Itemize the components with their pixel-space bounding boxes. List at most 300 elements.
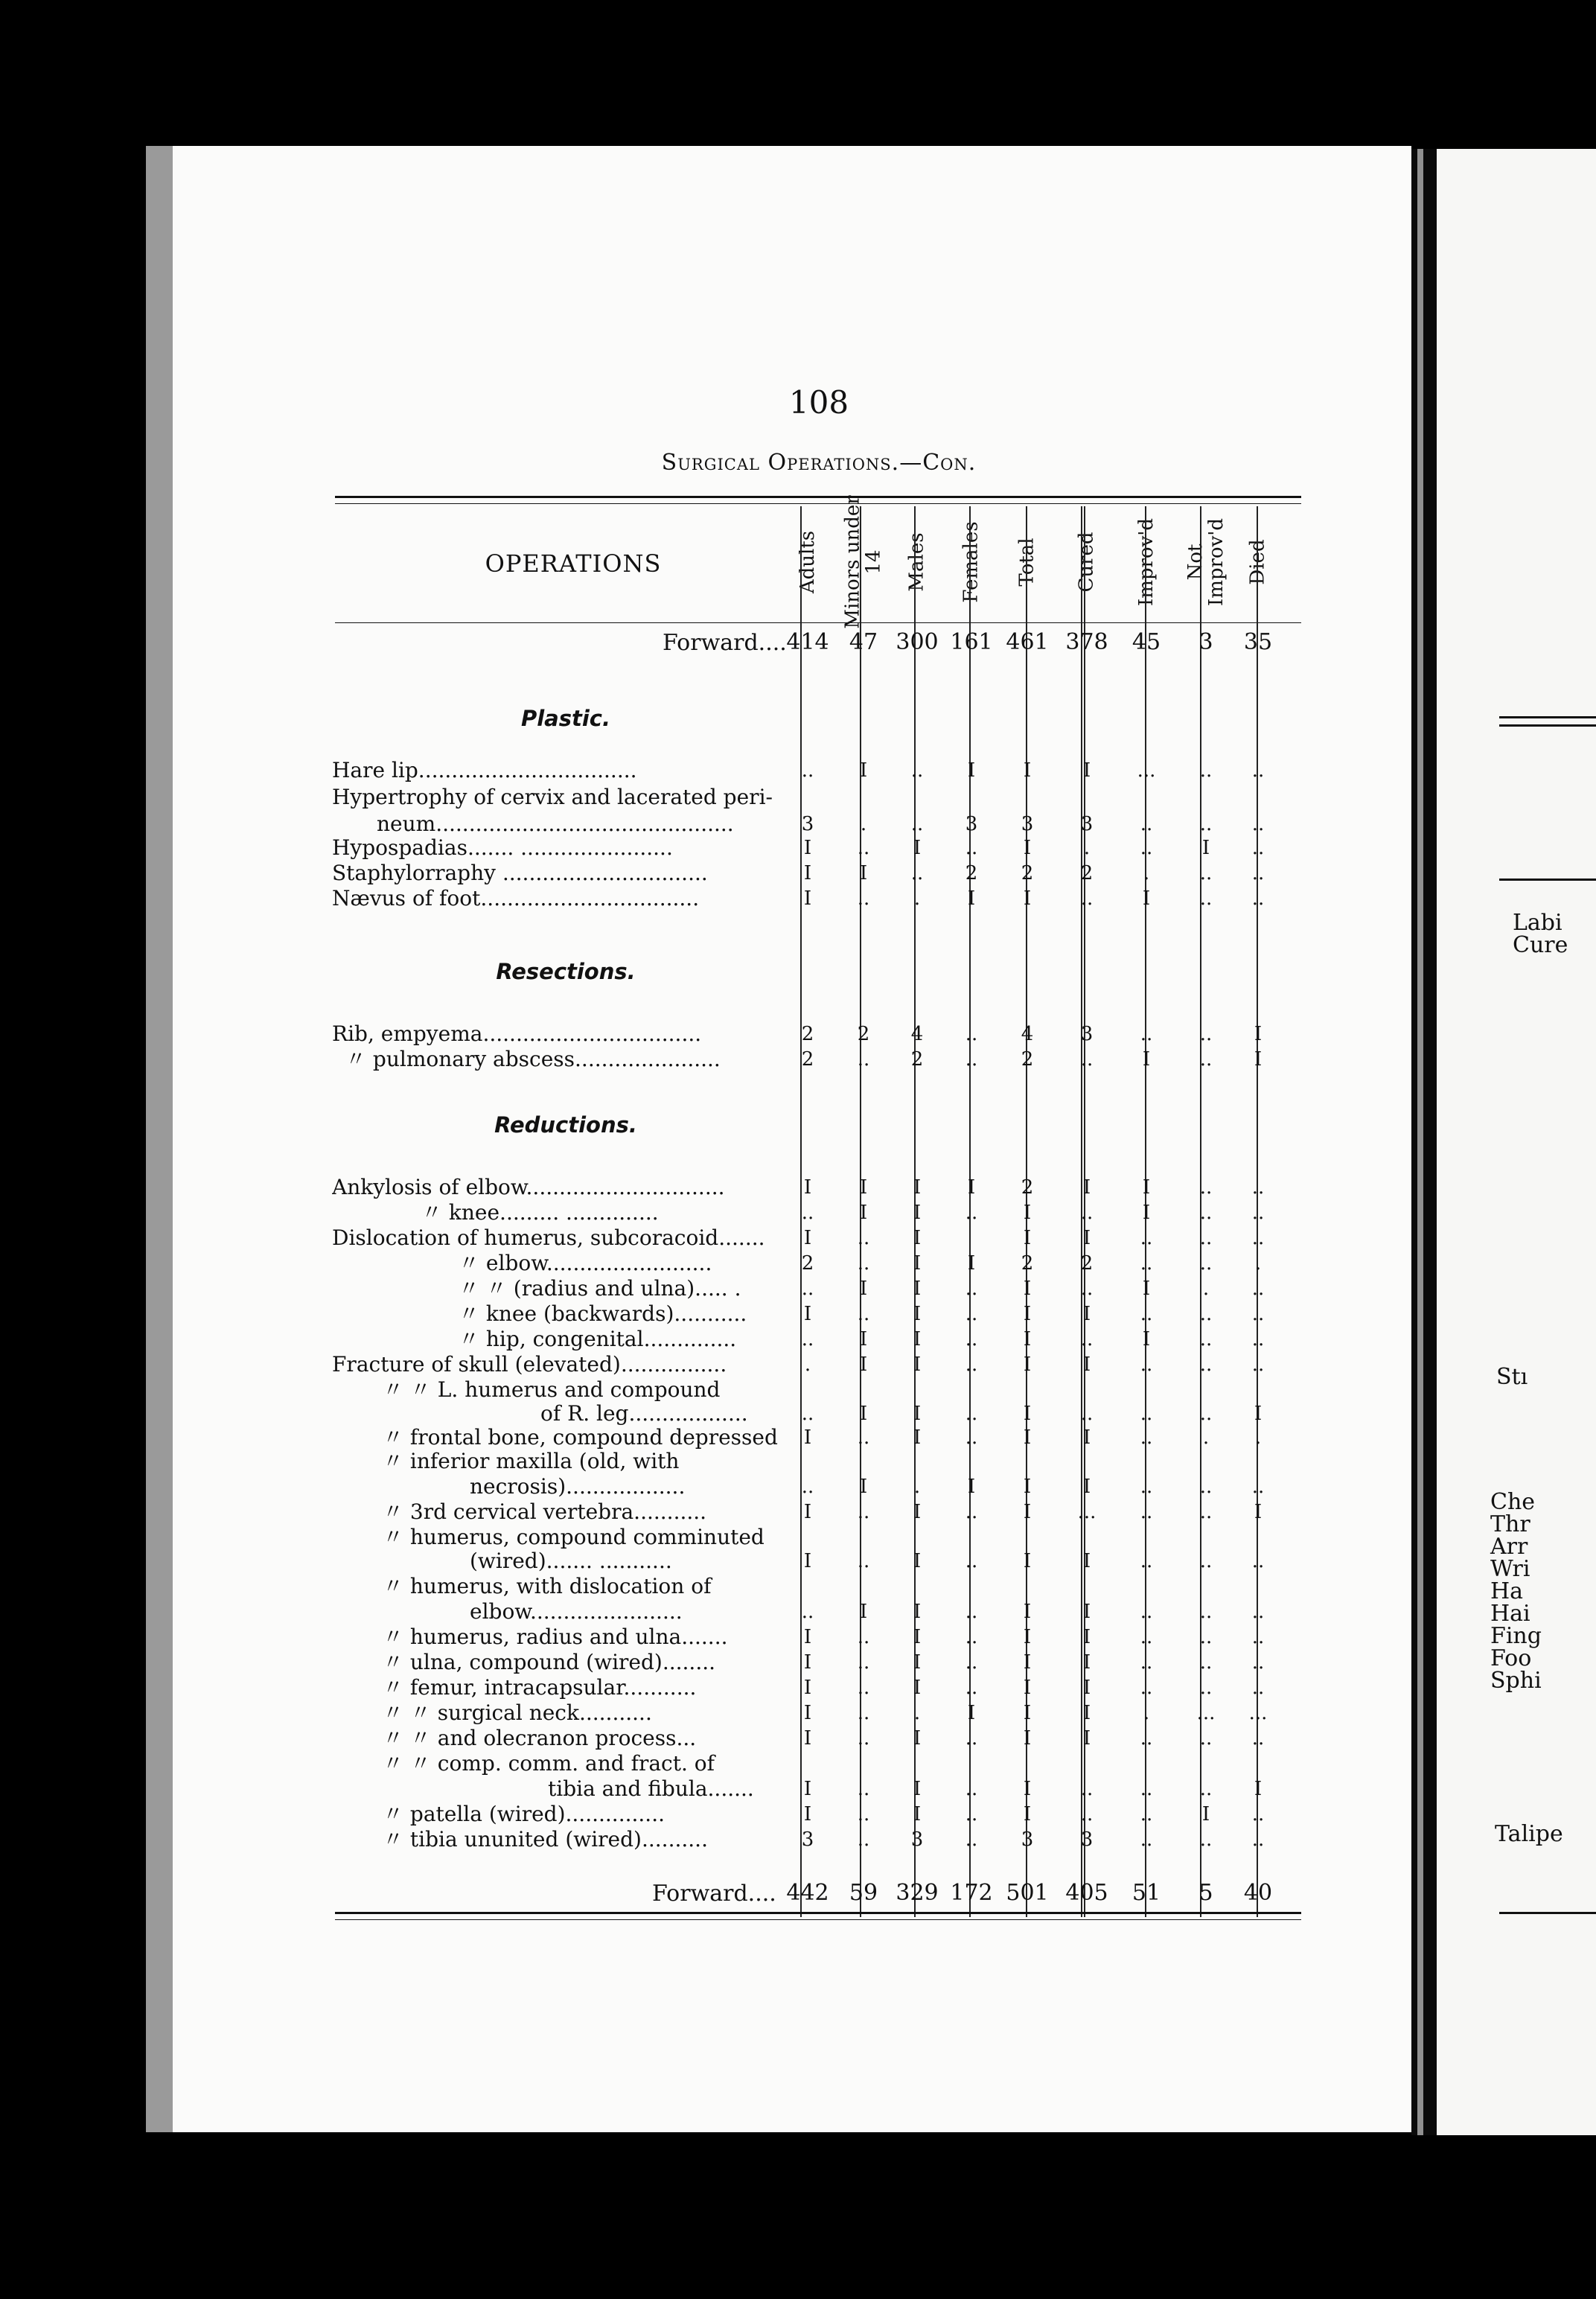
table-cell: I [1254,1048,1263,1071]
forward-value: 329 [896,1880,939,1906]
column-header-label: Adults [797,530,819,594]
operation-label: 〃 〃 surgical neck........... [383,1700,652,1725]
adjacent-page-fragment: Foo [1490,1645,1532,1671]
operation-label: necrosis).................. [470,1474,686,1499]
table-cell: .. [801,1403,814,1425]
operation-label: 〃 ulna, compound (wired)........ [383,1650,716,1674]
section-reductions: Reductions. [494,1112,637,1138]
table-row [332,1449,1307,1474]
table-row [332,811,1307,837]
table-cell: .. [965,1426,978,1449]
table-cell: .. [1140,1803,1153,1826]
table-cell: . [1143,1702,1150,1724]
table-cell: I [1023,1651,1032,1674]
operation-label: 〃 tibia ununited (wired).......... [383,1827,708,1852]
table-cell: .. [1140,1828,1153,1851]
table-cell: .. [857,1048,870,1071]
adjacent-page-fragment: Wri [1490,1556,1530,1582]
column-header [945,506,998,618]
table-cell: .. [1199,1778,1213,1800]
operation-label: 〃 patella (wired)............... [383,1802,665,1826]
forward-value: 3 [1198,629,1213,655]
table-cell: .. [965,1626,978,1648]
table-cell: I [1023,1677,1032,1699]
table-row [332,1352,1307,1377]
table-cell: I [1023,1303,1032,1325]
column-header-label: Minors under 14 [842,495,886,629]
operations-header: OPERATIONS [485,549,662,578]
table-cell: .. [1140,1403,1153,1425]
forward-value: 161 [950,629,993,655]
table-cell: I [803,1227,812,1249]
forward-value: 35 [1243,629,1273,655]
table-cell: 2 [857,1023,870,1045]
table-cell: I [913,1626,922,1648]
table-cell: .. [910,759,924,782]
table-row [332,1301,1307,1327]
table-cell: 2 [965,862,978,884]
operation-label: Rib, empyema................................. [332,1021,702,1046]
table-cell: I [1082,1677,1091,1699]
table-cell: I [913,1176,922,1199]
adjacent-page-fragment: Cure [1513,932,1568,958]
table-cell: 2 [910,1048,924,1071]
table-row [332,1425,1307,1450]
table-cell: I [1023,1328,1032,1351]
table-cell: I [1023,1353,1032,1376]
table-cell: .. [1140,1550,1153,1572]
table-cell: . [1143,862,1150,884]
table-row [332,1200,1307,1225]
table-cell: 3 [965,813,978,835]
forward-value: 378 [1065,629,1108,655]
operation-label: 〃 3rd cervical vertebra........... [383,1499,707,1524]
table-row [332,1175,1307,1200]
table-cell: I [1082,1426,1091,1449]
forward-value: 40 [1243,1880,1273,1906]
table-cell: .. [965,1727,978,1750]
table-cell: I [803,1501,812,1523]
table-cell: . [804,1353,811,1376]
table-row [332,835,1307,861]
table-cell: .. [1080,1328,1094,1351]
table-cell: .. [857,1651,870,1674]
page-edge-shadow [146,146,173,2132]
table-cell: .. [1140,1303,1153,1325]
table-cell: .. [1251,1328,1265,1351]
table-row [332,861,1307,886]
adjacent-page-rule [1499,879,1596,881]
adjacent-page-rule [1499,716,1596,727]
table-cell: I [1023,1702,1032,1724]
table-cell: I [859,1328,868,1351]
table-cell: I [803,1803,812,1826]
table-cell: I [1023,1601,1032,1623]
operation-label: neum............................................. [377,811,734,836]
table-cell: .. [857,1501,870,1523]
table-cell: I [967,887,976,910]
table-cell: .. [1251,887,1265,910]
table-cell: ... [1248,1702,1268,1724]
table-cell: .. [1251,1353,1265,1376]
bottom-rule-thin [335,1919,1301,1920]
table-cell: I [1254,1403,1263,1425]
table-cell: I [1082,1601,1091,1623]
table-cell: .. [1199,1727,1213,1750]
table-cell: .. [1140,1476,1153,1498]
table-cell: . [913,1476,921,1498]
table-row [332,1276,1307,1301]
table-cell: .. [1251,837,1265,859]
table-cell: I [1142,1278,1151,1300]
table-cell: I [1142,1202,1151,1224]
adjacent-page [1437,149,1596,2135]
table-cell: I [803,887,812,910]
table-cell: .. [1199,862,1213,884]
table-cell: .. [857,1303,870,1325]
table-cell: .. [1080,1278,1094,1300]
table-cell: I [1254,1501,1263,1523]
table-cell: .. [1140,1426,1153,1449]
table-cell: I [913,1677,922,1699]
table-cell: 3 [1080,813,1094,835]
table-cell: I [913,1353,922,1376]
table-row [332,1525,1307,1550]
operation-label: 〃 humerus, with dislocation of [383,1574,712,1598]
table-cell: 3 [1021,813,1034,835]
table-cell: I [803,1626,812,1648]
operation-label: 〃 frontal bone, compound depressed [383,1425,778,1450]
table-cell: .. [857,1677,870,1699]
table-cell: I [913,1803,922,1826]
table-cell: I [859,1176,868,1199]
table-row [332,1726,1307,1751]
table-cell: .. [857,1550,870,1572]
table-cell: I [859,1601,868,1623]
operation-label: Hypospadias....... ....................... [332,835,673,860]
operation-label: 〃 femur, intracapsular........... [383,1675,697,1700]
table-cell: .. [1140,1353,1153,1376]
table-cell: .. [801,1202,814,1224]
table-row [332,785,1307,810]
operation-label: (wired)....... ........... [470,1549,672,1573]
table-cell: I [1201,1803,1210,1826]
forward-value: 59 [849,1880,878,1906]
table-row [332,1700,1307,1726]
operation-label: Dislocation of humerus, subcoracoid....... [332,1225,765,1250]
table-cell: .. [910,813,924,835]
column-header [1120,506,1172,618]
table-cell: .. [857,1778,870,1800]
table-cell: .. [857,1252,870,1275]
table-cell: .. [1251,813,1265,835]
forward-value: 47 [849,629,878,655]
table-cell: I [1023,837,1032,859]
table-row [332,1549,1307,1574]
table-cell: .. [1199,1651,1213,1674]
table-cell: I [1082,1651,1091,1674]
table-cell: I [913,1403,922,1425]
table-cell: .. [801,759,814,782]
adjacent-page-fragment: Talipe [1495,1821,1563,1847]
table-cell: .. [1199,1403,1213,1425]
table-cell: I [1082,1476,1091,1498]
table-cell: I [1023,1803,1032,1826]
forward-label: Forward.... [652,1881,776,1907]
table-cell: I [803,862,812,884]
table-cell: .. [1251,1626,1265,1648]
table-cell: .. [965,1278,978,1300]
table-cell: .. [1251,1601,1265,1623]
table-cell: I [1254,1778,1263,1800]
table-cell: ... [1137,759,1156,782]
table-cell: I [913,1227,922,1249]
table-row [332,1650,1307,1675]
table-cell: .. [965,837,978,859]
table-cell: I [1082,1176,1091,1199]
table-cell: I [1023,1278,1032,1300]
table-cell: .. [1140,1626,1153,1648]
table-cell: 2 [1021,1252,1034,1275]
table-cell: . [1254,1426,1262,1449]
table-cell: .. [1140,1501,1153,1523]
table-row [332,1776,1307,1802]
table-cell: .. [1199,1252,1213,1275]
table-cell: .. [1199,887,1213,910]
table-cell: .. [1140,837,1153,859]
table-cell: I [803,1426,812,1449]
table-cell: I [913,1501,922,1523]
column-header [891,506,943,618]
forward-value: 461 [1006,629,1049,655]
table-cell: . [1254,1252,1262,1275]
forward-value: 501 [1006,1880,1049,1906]
table-cell: .. [1199,1202,1213,1224]
table-cell: .. [801,1328,814,1351]
table-cell: .. [1140,813,1153,835]
table-cell: .. [857,1727,870,1750]
table-cell: .. [1199,1677,1213,1699]
table-row [332,1251,1307,1276]
table-cell: .. [1251,1202,1265,1224]
table-cell: .. [1140,1252,1153,1275]
operation-label: 〃 humerus, compound comminuted [383,1525,765,1549]
table-cell: .. [965,1550,978,1572]
table-cell: .. [1251,1727,1265,1750]
table-cell: 4 [910,1023,924,1045]
forward-value: 51 [1131,1880,1161,1906]
table-cell: I [803,1702,812,1724]
table-cell: .. [965,1328,978,1351]
table-cell: I [803,1677,812,1699]
table-row [332,1802,1307,1827]
operation-label: 〃 pulmonary abscess...................... [345,1047,721,1071]
table-cell: 3 [1080,1828,1094,1851]
table-cell: ... [1077,1501,1097,1523]
table-row [332,1574,1307,1599]
forward-value: 5 [1198,1880,1213,1906]
column-header [1180,506,1232,618]
table-cell: I [1023,1202,1032,1224]
table-cell: I [967,1252,976,1275]
table-row [332,1474,1307,1499]
table-cell: .. [1199,1501,1213,1523]
section-plastic: Plastic. [520,706,611,731]
table-cell: .. [1199,1626,1213,1648]
table-cell: I [859,1476,868,1498]
operation-label: Hare lip................................. [332,758,637,782]
table-cell: .. [1199,1476,1213,1498]
top-rule-thin [335,503,1301,504]
bottom-rule [335,1912,1301,1914]
table-cell: I [803,1303,812,1325]
table-cell: .. [1199,1227,1213,1249]
table-cell: 2 [1021,1176,1034,1199]
table-cell: I [1201,837,1210,859]
table-cell: .. [965,1023,978,1045]
table-cell: .. [1251,1278,1265,1300]
table-row [332,1401,1307,1426]
operation-label: Ankylosis of elbow.............................. [332,1175,725,1199]
table-cell: .. [1251,759,1265,782]
table-cell: .. [857,1702,870,1724]
table-cell: .. [1251,1303,1265,1325]
table-cell: I [1142,1328,1151,1351]
adjacent-page-fragment: Fing [1490,1623,1542,1649]
table-cell: .. [910,862,924,884]
adjacent-page-fragment: Che [1490,1489,1536,1515]
table-cell: I [803,1550,812,1572]
table-cell: .. [1140,1023,1153,1045]
table-cell: . [913,1702,921,1724]
table-cell: .. [1080,1403,1094,1425]
forward-value: 405 [1065,1880,1108,1906]
table-cell: .. [965,1403,978,1425]
operation-label: Fracture of skull (elevated)................ [332,1352,727,1377]
operation-label: Staphylorraphy ............................... [332,861,708,885]
table-cell: I [913,1550,922,1572]
table-cell: .. [1140,1677,1153,1699]
table-cell: .. [857,837,870,859]
adjacent-page-fragment: Labi [1513,910,1563,936]
table-cell: ... [1196,1702,1216,1724]
table-cell: .. [965,1303,978,1325]
table-cell: I [1082,1303,1091,1325]
table-cell: .. [1199,1328,1213,1351]
table-cell: .. [965,1202,978,1224]
table-row [332,1675,1307,1700]
operation-label: 〃 〃 comp. comm. and fract. of [383,1751,715,1776]
table-cell: .. [1251,1828,1265,1851]
table-cell: I [913,1778,922,1800]
table-cell: .. [1199,1828,1213,1851]
table-cell: .. [965,1677,978,1699]
table-cell: .. [1080,1803,1094,1826]
table-cell: . [1083,837,1091,859]
table-cell: I [1082,1702,1091,1724]
table-cell: I [913,1727,922,1750]
table-cell: I [967,1702,976,1724]
column-header-label: Improv'd [1135,517,1158,607]
operation-label: 〃 〃 L. humerus and compound [383,1377,721,1402]
table-cell: I [859,1202,868,1224]
operation-label: Hypertrophy of cervix and lacerated peri- [332,785,773,809]
adjacent-page-fragment: Hai [1490,1601,1530,1627]
adjacent-page-fragment: Thr [1490,1511,1530,1537]
column-header-label: Not Improv'd [1184,517,1228,607]
table-cell: I [1023,1426,1032,1449]
table-cell: .. [1251,1803,1265,1826]
table-cell: 2 [801,1252,814,1275]
table-row [332,1377,1307,1403]
operation-label: 〃 humerus, radius and ulna....... [383,1624,728,1649]
running-head: Surgical Operations.—Con. [661,450,977,476]
table-cell: .. [1199,1023,1213,1045]
table-cell: . [860,813,867,835]
table-cell: I [1023,1626,1032,1648]
table-cell: .. [857,1626,870,1648]
forward-value: 45 [1131,629,1161,655]
column-header [1001,506,1053,618]
column-header [837,495,890,629]
table-cell: .. [1251,1176,1265,1199]
table-cell: 3 [801,813,814,835]
adjacent-page-fragment: Ha [1490,1578,1524,1604]
table-cell: .. [1199,1048,1213,1071]
table-cell: I [803,1176,812,1199]
table-cell: I [1023,1227,1032,1249]
table-cell: .. [1251,1227,1265,1249]
forward-label: Forward.... [663,630,787,656]
table-row [332,1047,1307,1072]
table-cell: I [1082,1727,1091,1750]
adjacent-page-fragment: Sphi [1490,1668,1542,1694]
table-cell: I [1023,887,1032,910]
table-cell: .. [857,1828,870,1851]
adjacent-page-fragment: Arr [1490,1534,1528,1560]
column-header-label: Total [1016,538,1038,587]
table-cell: I [913,1651,922,1674]
table-cell: .. [1251,1677,1265,1699]
table-cell: .. [1080,1202,1094,1224]
column-header [1232,506,1284,618]
table-cell: I [1023,1550,1032,1572]
table-cell: I [1142,1048,1151,1071]
table-cell: 2 [1021,1048,1034,1071]
column-header-label: Died [1246,539,1269,585]
table-cell: .. [1199,1303,1213,1325]
table-cell: .. [965,1601,978,1623]
table-row [332,886,1307,911]
top-rule [335,496,1301,498]
table-row [332,1624,1307,1650]
table-cell: I [913,1601,922,1623]
table-cell: I [1023,1727,1032,1750]
table-cell: .. [965,1353,978,1376]
forward-value: 442 [786,1880,829,1906]
table-cell: .. [1140,1651,1153,1674]
table-cell: .. [1199,1176,1213,1199]
operation-label: 〃 knee......... .............. [421,1200,659,1225]
table-cell: I [913,1252,922,1275]
column-header-label: Cured [1076,532,1099,593]
table-cell: .. [801,1476,814,1498]
table-cell: .. [1251,862,1265,884]
operation-label: 〃 hip, congenital.............. [459,1327,737,1351]
table-cell: I [859,1353,868,1376]
table-cell: .. [1140,1601,1153,1623]
table-cell: .. [965,1778,978,1800]
